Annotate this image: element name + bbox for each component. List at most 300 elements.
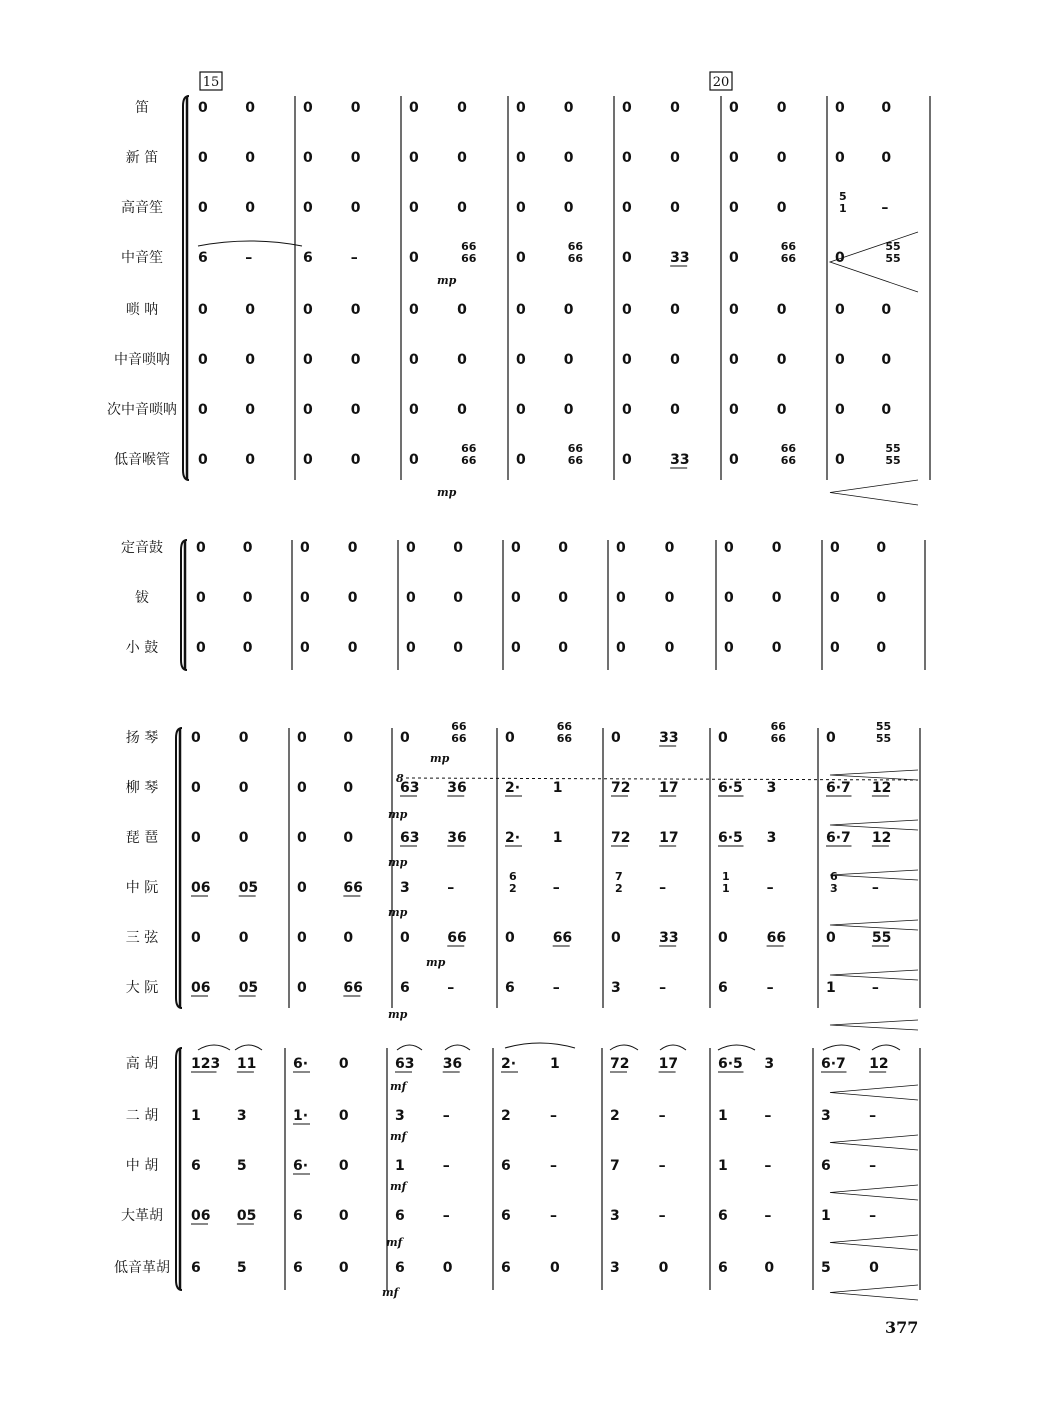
instrument-name: 大革胡: [121, 1208, 163, 1224]
note: 0: [729, 250, 739, 266]
note: 0: [245, 302, 255, 318]
note: 06: [191, 980, 211, 996]
hairpin: [830, 920, 918, 930]
note: 0: [338, 1260, 349, 1276]
chord-note-lower: 66: [770, 732, 786, 745]
note: 0: [550, 1260, 560, 1276]
note: 63: [400, 830, 420, 846]
note: 0: [191, 780, 201, 796]
instrument-name: 三 弦: [125, 930, 159, 946]
note: 0: [616, 590, 626, 606]
dynamic-marking: mf: [382, 1286, 399, 1299]
note: 0: [776, 302, 787, 318]
note: 6·7: [821, 1056, 846, 1072]
note: 0: [729, 200, 739, 216]
note: 0: [658, 1260, 669, 1276]
note: 0: [297, 830, 307, 846]
note: 5: [236, 1260, 247, 1276]
dynamic-marking: mf: [386, 1236, 403, 1249]
note: 0: [835, 302, 845, 318]
instrument-name: 中 胡: [125, 1158, 159, 1174]
instrument-name: 柳 琴: [125, 780, 159, 796]
slur: [660, 1045, 686, 1050]
measure-number: 15: [202, 75, 220, 90]
hairpin: [830, 970, 918, 980]
note: 0: [198, 402, 208, 418]
note: 0: [198, 100, 208, 116]
note: 0: [558, 590, 568, 606]
note: 1: [826, 980, 836, 996]
slur: [397, 1045, 422, 1050]
note: 0: [622, 250, 632, 266]
note: 0: [245, 452, 255, 468]
note: 0: [724, 590, 734, 606]
note: 0: [718, 930, 728, 946]
dynamic-marking: mp: [388, 856, 408, 869]
note: 0: [350, 352, 361, 368]
slur: [610, 1045, 638, 1050]
note: –: [447, 980, 455, 996]
note: 05: [236, 1208, 257, 1224]
note: 0: [516, 302, 526, 318]
dynamic-marking: mf: [390, 1180, 407, 1193]
instrument-name: 扬 琴: [125, 730, 159, 746]
note: 72: [611, 830, 631, 846]
chord-note-lower: 66: [461, 252, 477, 265]
chord-note-upper: 55: [875, 720, 892, 733]
slur: [198, 1045, 230, 1050]
note: 0: [881, 302, 892, 318]
note: 0: [242, 590, 253, 606]
measure-number: 20: [712, 75, 730, 90]
note: 0: [196, 590, 206, 606]
note: 0: [622, 452, 632, 468]
hairpin: [830, 820, 918, 830]
instrument-name: 琵 琶: [125, 830, 159, 846]
note: –: [658, 1208, 666, 1224]
note: 0: [516, 100, 526, 116]
ottava-marking: 8: [396, 772, 404, 785]
note: 0: [406, 640, 416, 656]
note: 0: [300, 640, 310, 656]
hairpin: [830, 870, 918, 880]
note: 0: [729, 150, 739, 166]
note: 0: [505, 930, 515, 946]
note: 0: [245, 352, 255, 368]
note: 12: [871, 780, 892, 796]
note: 0: [409, 200, 419, 216]
note: 0: [457, 150, 467, 166]
note: 0: [347, 540, 358, 556]
note: 6: [501, 1208, 511, 1224]
hairpin: [830, 1020, 918, 1030]
note: 2·: [505, 830, 521, 846]
note: 0: [457, 200, 467, 216]
chord-note-upper: 66: [780, 240, 797, 253]
chord-note-upper: 66: [451, 720, 467, 733]
note: 6: [293, 1208, 303, 1224]
note: 33: [670, 250, 690, 266]
note: 0: [622, 302, 632, 318]
hairpin: [830, 770, 918, 780]
note: 72: [611, 780, 631, 796]
instrument-name: 中音唢呐: [114, 352, 170, 368]
slur: [823, 1045, 860, 1050]
chord-note-lower: 3: [830, 882, 838, 895]
note: 0: [303, 452, 313, 468]
note: 0: [835, 250, 845, 266]
page-number: 377: [885, 1318, 919, 1337]
note: 36: [447, 780, 467, 796]
note: 0: [563, 200, 574, 216]
instrument-name: 次中音唢呐: [107, 402, 177, 418]
hairpin: [830, 1085, 918, 1100]
note: 0: [303, 302, 313, 318]
note: 3: [766, 830, 777, 846]
chord-note-upper: 66: [780, 442, 797, 455]
note: 6: [191, 1158, 201, 1174]
dynamic-marking: mp: [388, 1008, 408, 1021]
note: 0: [453, 590, 463, 606]
note: 7: [610, 1158, 620, 1174]
note: 0: [409, 250, 419, 266]
chord-note-lower: 1: [722, 882, 730, 895]
note: 63: [400, 780, 420, 796]
note: 6: [718, 1260, 728, 1276]
note: 0: [516, 250, 526, 266]
note: 0: [558, 640, 568, 656]
chord-note-lower: 66: [567, 252, 584, 265]
chord-note-upper: 66: [461, 442, 477, 455]
note: 3: [395, 1108, 405, 1124]
note: 0: [242, 640, 253, 656]
note: 0: [350, 200, 361, 216]
note: 0: [343, 930, 354, 946]
note: 0: [409, 402, 419, 418]
note: 0: [835, 150, 845, 166]
note: 1: [191, 1108, 201, 1124]
dynamic-marking: mf: [390, 1130, 407, 1143]
dynamic-marking: mp: [437, 274, 457, 287]
note: –: [871, 980, 879, 996]
note: 05: [238, 980, 259, 996]
note: 0: [869, 1260, 879, 1276]
note: 0: [198, 352, 208, 368]
note: 1: [552, 780, 563, 796]
note: 36: [442, 1056, 463, 1072]
note: –: [442, 1108, 450, 1124]
note: 0: [826, 730, 836, 746]
note: 0: [457, 352, 467, 368]
note: 1: [718, 1108, 728, 1124]
instrument-name: 定音鼓: [121, 540, 163, 556]
slur: [198, 241, 302, 246]
note: –: [550, 1158, 558, 1174]
note: 0: [771, 540, 782, 556]
note: 0: [729, 402, 739, 418]
instrument-name: 大 阮: [125, 980, 159, 996]
note: 3: [611, 980, 621, 996]
note: 0: [670, 150, 680, 166]
note: 0: [409, 100, 419, 116]
note: 0: [563, 352, 574, 368]
note: –: [552, 880, 560, 896]
note: 0: [442, 1260, 453, 1276]
note: 3: [766, 780, 777, 796]
note: 0: [670, 100, 680, 116]
note: 0: [453, 640, 463, 656]
note: 3: [610, 1260, 620, 1276]
note: 123: [191, 1056, 221, 1072]
note: 0: [830, 590, 840, 606]
note: 0: [196, 640, 206, 656]
note: 0: [198, 200, 208, 216]
note: 66: [343, 880, 363, 896]
hairpin: [830, 1235, 918, 1250]
note: 06: [191, 880, 211, 896]
note: 36: [447, 830, 467, 846]
chord-note-upper: 1: [722, 870, 730, 883]
note: 0: [347, 590, 358, 606]
note: 6: [501, 1158, 511, 1174]
note: –: [658, 1158, 666, 1174]
note: 0: [303, 100, 313, 116]
dynamic-marking: mp: [388, 808, 408, 821]
note: –: [659, 980, 667, 996]
note: 0: [563, 100, 574, 116]
note: 0: [297, 780, 307, 796]
instrument-name: 钹: [135, 590, 149, 606]
note: 72: [610, 1056, 630, 1072]
note: 0: [343, 730, 354, 746]
note: 0: [835, 402, 845, 418]
slur: [718, 1045, 755, 1050]
note: 0: [350, 100, 361, 116]
chord-note-lower: 66: [556, 732, 573, 745]
note: 0: [776, 402, 787, 418]
chord-note-upper: 7: [615, 870, 623, 883]
note: 0: [563, 150, 574, 166]
note: 1·: [293, 1108, 309, 1124]
note: 0: [350, 302, 361, 318]
note: 0: [245, 402, 255, 418]
note: 2: [501, 1108, 511, 1124]
note: 0: [505, 730, 515, 746]
note: –: [550, 1208, 558, 1224]
note: 0: [563, 302, 574, 318]
chord-note-lower: 55: [875, 732, 892, 745]
note: 5: [236, 1158, 247, 1174]
note: 0: [729, 452, 739, 468]
note: 06: [191, 1208, 211, 1224]
note: 6·5: [718, 1056, 743, 1072]
note: 0: [881, 100, 892, 116]
note: 6·5: [718, 830, 743, 846]
note: –: [658, 1108, 666, 1124]
note: 11: [236, 1056, 257, 1072]
note: 0: [409, 302, 419, 318]
note: 3: [764, 1056, 775, 1072]
note: 0: [338, 1108, 349, 1124]
note: 0: [616, 540, 626, 556]
note: 1: [718, 1158, 728, 1174]
note: 0: [563, 402, 574, 418]
note: 6: [718, 1208, 728, 1224]
note: 0: [835, 100, 845, 116]
note: 0: [764, 1260, 775, 1276]
note: 0: [881, 352, 892, 368]
note: 6: [395, 1208, 405, 1224]
dynamic-marking: mp: [388, 906, 408, 919]
note: 0: [409, 150, 419, 166]
instrument-name: 小 鼓: [125, 640, 159, 656]
note: 0: [776, 352, 787, 368]
note: 1: [550, 1056, 560, 1072]
note: 0: [729, 100, 739, 116]
note: –: [869, 1108, 877, 1124]
instrument-name: 低音革胡: [114, 1260, 170, 1276]
note: 0: [297, 930, 307, 946]
note: 0: [616, 640, 626, 656]
chord-note-upper: 6: [509, 870, 517, 883]
note: 66: [447, 930, 467, 946]
hairpin: [830, 1135, 918, 1150]
note: 6: [303, 250, 313, 266]
note: 6: [395, 1260, 405, 1276]
note: 0: [622, 100, 632, 116]
note: 5: [821, 1260, 831, 1276]
note: 0: [876, 540, 887, 556]
note: 0: [622, 200, 632, 216]
note: 0: [511, 540, 521, 556]
note: 0: [457, 302, 467, 318]
note: 0: [245, 200, 255, 216]
note: 0: [670, 402, 680, 418]
note: 0: [511, 640, 521, 656]
note: –: [552, 980, 560, 996]
instrument-name: 二 胡: [125, 1108, 159, 1124]
note: 0: [611, 730, 621, 746]
instrument-name: 高 胡: [125, 1056, 159, 1072]
note: –: [764, 1108, 772, 1124]
note: 0: [453, 540, 463, 556]
hairpin: [830, 1185, 918, 1200]
note: 0: [350, 402, 361, 418]
note: 0: [776, 150, 787, 166]
slur: [505, 1043, 575, 1048]
note: 6·7: [826, 830, 851, 846]
note: –: [442, 1208, 450, 1224]
hairpin: [830, 480, 918, 505]
note: 0: [664, 640, 675, 656]
dynamic-marking: mp: [437, 486, 457, 499]
note: 0: [622, 402, 632, 418]
note: 0: [516, 452, 526, 468]
note: 0: [558, 540, 568, 556]
note: 0: [350, 452, 361, 468]
dynamic-marking: mf: [390, 1080, 407, 1093]
note: 0: [457, 100, 467, 116]
hairpin: [830, 1285, 918, 1300]
note: 3: [236, 1108, 247, 1124]
note: 0: [771, 590, 782, 606]
note: 6: [191, 1260, 201, 1276]
note: 0: [343, 830, 354, 846]
note: 0: [198, 150, 208, 166]
note: 0: [198, 302, 208, 318]
note: 55: [871, 930, 892, 946]
note: 3: [821, 1108, 831, 1124]
note: 0: [297, 730, 307, 746]
note: 0: [516, 200, 526, 216]
note: 0: [350, 150, 361, 166]
note: 0: [409, 452, 419, 468]
instrument-name: 唢 呐: [125, 302, 159, 318]
chord-note-upper: 66: [567, 240, 584, 253]
note: 0: [876, 640, 887, 656]
instrument-name: 中 阮: [125, 880, 159, 896]
note: 33: [670, 452, 690, 468]
note: 0: [343, 780, 354, 796]
note: 0: [664, 590, 675, 606]
dynamic-marking: mp: [430, 752, 450, 765]
note: 6: [501, 1260, 511, 1276]
note: 0: [303, 402, 313, 418]
chord-note-lower: 55: [885, 252, 901, 265]
notation: [191, 100, 901, 1276]
note: 0: [409, 352, 419, 368]
note: 12: [871, 830, 892, 846]
note: 0: [511, 590, 521, 606]
note: 3: [610, 1208, 620, 1224]
note: –: [869, 1158, 877, 1174]
chord-note-upper: 66: [556, 720, 573, 733]
note: 0: [338, 1208, 349, 1224]
note: 6: [198, 250, 208, 266]
note: 3: [400, 880, 410, 896]
note: 0: [611, 930, 621, 946]
note: –: [764, 1208, 772, 1224]
note: 0: [670, 352, 680, 368]
note: 0: [347, 640, 358, 656]
note: 17: [659, 780, 679, 796]
note: 0: [191, 830, 201, 846]
chord-note-upper: 5: [839, 190, 847, 203]
note: 0: [664, 540, 675, 556]
note: 6·: [293, 1056, 309, 1072]
chord-note-upper: 55: [885, 240, 901, 253]
note: 0: [771, 640, 782, 656]
note: –: [881, 200, 889, 216]
group-brackets: [176, 96, 189, 1290]
note: 0: [729, 302, 739, 318]
note: 0: [297, 880, 307, 896]
note: –: [550, 1108, 558, 1124]
note: 0: [776, 200, 787, 216]
note: 1: [552, 830, 563, 846]
note: 05: [238, 880, 259, 896]
instrument-name: 高音笙: [121, 200, 163, 216]
note: 0: [881, 402, 892, 418]
chord-note-lower: 66: [567, 454, 584, 467]
chord-note-upper: 55: [885, 442, 901, 455]
chord-note-upper: 66: [461, 240, 477, 253]
instrument-name: 笛: [135, 100, 149, 116]
note: –: [766, 980, 774, 996]
note: 6·5: [718, 780, 743, 796]
note: 0: [516, 402, 526, 418]
note: 0: [835, 452, 845, 468]
